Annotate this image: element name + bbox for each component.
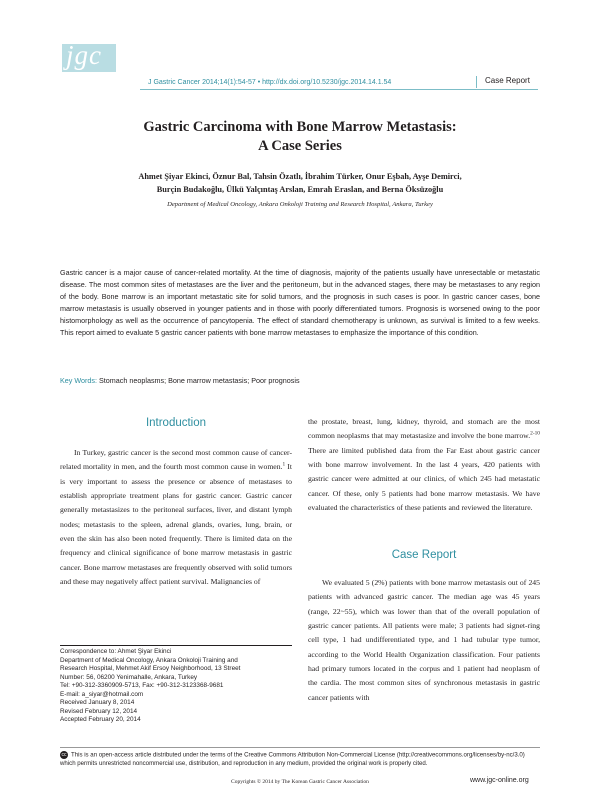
license-rule: [60, 747, 540, 748]
license-text: This is an open-access article distributed under the terms of the Creative Commons Attribution Non-Commercial License (http://creativecommons.org/licenses/by-nc/3.0) which permits unrestricted noncommercial use, distribution, and reproduction in any medium, provided the original work is properly cited.: [60, 751, 525, 768]
corr-line: Revised February 12, 2014: [60, 707, 138, 715]
corr-line: Department of Medical Oncology, Ankara Onkoloji Training and: [60, 656, 238, 664]
intro-ref[interactable]: 1: [282, 461, 286, 468]
creative-commons-icon: cc: [61, 752, 67, 758]
intro-text-b: It is very important to assess the presence or absence of metastases to establish appropriate treatment plans for gastric cancer. Gastric cancer generally metastasizes to the peritoneal surfaces, liver, and distant lymph nodes; metastasis to the spleen, adrenal glands, ovaries, lung, brain, or even the skin has also been noted frequently. There is limited data on the frequency and clinical significance of bone marrow metastasis in gastric cancer. Bone marrow metastases are frequently observed with solid tumors and these may negatively affect patient survival. Malignancies of: [60, 462, 293, 587]
correspondence-rule: [60, 645, 292, 646]
license-block: [60, 751, 540, 769]
right-ref[interactable]: 2-10: [530, 430, 540, 437]
corr-line: Accepted February 20, 2014: [60, 716, 141, 723]
case-report-heading: Case Report: [391, 549, 457, 561]
intro-text-a: In Turkey, gastric cancer is the second most common cause of cancer-related mortality in men, and the fourth most common cause in women.: [60, 448, 292, 472]
affiliation: Department of Medical Oncology, Ankara Onkoloji Training and Research Hospital, Ankara, Turkey: [167, 201, 433, 208]
article-title-line2: A Case Series: [258, 138, 342, 154]
introduction-body: [60, 446, 292, 589]
citation-line[interactable]: J Gastric Cancer 2014;14(1):54-57 • http://dx.doi.org/10.5230/jgc.2014.14.1.54: [148, 79, 392, 86]
journal-logo: jgc: [66, 40, 102, 70]
corr-email[interactable]: E-mail: a_siyar@hotmail.com: [60, 690, 144, 698]
footer-url[interactable]: www.jgc-online.org: [470, 777, 529, 784]
footer-copyright: Copyrights © 2014 by The Korean Gastric Cancer Association: [231, 779, 369, 785]
keywords-text: Stomach neoplasms; Bone marrow metastasis; Poor prognosis: [97, 376, 300, 385]
section-tag: Case Report: [485, 76, 530, 85]
authors-line1: Ahmet Şiyar Ekinci, Öznur Bal, Tahsin Özatlı, İbrahim Türker, Onur Eşbah, Ayşe Demirci,: [138, 172, 462, 181]
corr-line: Received January 8, 2014: [60, 699, 135, 706]
article-title-line1: Gastric Carcinoma with Bone Marrow Metastasis:: [143, 119, 457, 135]
corr-line: Number: 56, 06200 Yenimahalle, Ankara, Turkey: [60, 673, 198, 681]
header-rule: [140, 89, 538, 90]
case-report-body: [308, 576, 540, 705]
right-text-b: There are limited published data from the Far East about gastric cancer with bone marrow involvement. In the last 4 years, 420 patients with gastric cancer were admitted at our clinics, of which 245 had metastatic cancer. Of these, only 5 patients had bone marrow metastasis. We have evaluated the characteristics of these patients and reviewed the literature.: [308, 445, 540, 513]
authors-line2: Burçin Budakoğlu, Ülkü Yalçıntaş Arslan, Emrah Eraslan, and Berna Öksüzoğlu: [156, 185, 444, 194]
header-divider: [476, 76, 477, 88]
correspondence-block: [60, 648, 296, 725]
case-report-text: We evaluated 5 (2%) patients with bone marrow metastasis out of 245 patients with advanced gastric cancer. The median age was 45 years (range, 22~55), which was lower than that of the overall population of gastric cancer patients. All patients were male; 3 patients had signet-ring cell type, 1 had undifferentiated type, and 1 had tubular type tumor, according to the World Health Organization classification. Four patients had primary tumors located in the corpus and 1 patient had neoplasm of the cardia. The most common sites of synchronous metastasis in gastric cancer patients with: [308, 578, 540, 702]
keywords: [60, 376, 300, 386]
corr-line: Correspondence to: Ahmet Şiyar Ekinci: [60, 648, 172, 655]
corr-line: Tel: +90-312-3360909-5713, Fax: +90-312-3123368-9681: [60, 682, 224, 689]
abstract: Gastric cancer is a major cause of cancer-related mortality. At the time of diagnosis, majority of the patients usually have unresectable or metastatic disease. The most common sites of metastases are the liver and the peritoneum, but in the advanced stages, there may be metastases to any region of the body. Bone marrow is an important metastatic site for solid tumors, and the prognosis in such cases is poor. In gastric cancer cases, bone marrow metastasis is usually observed in younger patients and in those with poorly differentiated tumors. Prognosis is worsened owing to the poor histomorphology as well as the occurrence of pancytopenia. The effect of standard chemotherapy is unknown, as survival is limited to a few weeks. This report aimed to evaluate 5 gastric cancer patients with bone marrow metastases to emphasize the importance of this condition.: [60, 268, 540, 338]
right-column-body: [308, 415, 540, 515]
corr-line: Research Hospital, Mehmet Akif Ersoy Neighborhood, 13 Street: [60, 665, 241, 672]
introduction-heading: Introduction: [145, 417, 207, 429]
keywords-label: Key Words:: [60, 376, 98, 385]
right-text-a: the prostate, breast, lung, kidney, thyroid, and stomach are the most common neoplasms that may metastasize and involve the bone marrow.: [308, 417, 540, 441]
